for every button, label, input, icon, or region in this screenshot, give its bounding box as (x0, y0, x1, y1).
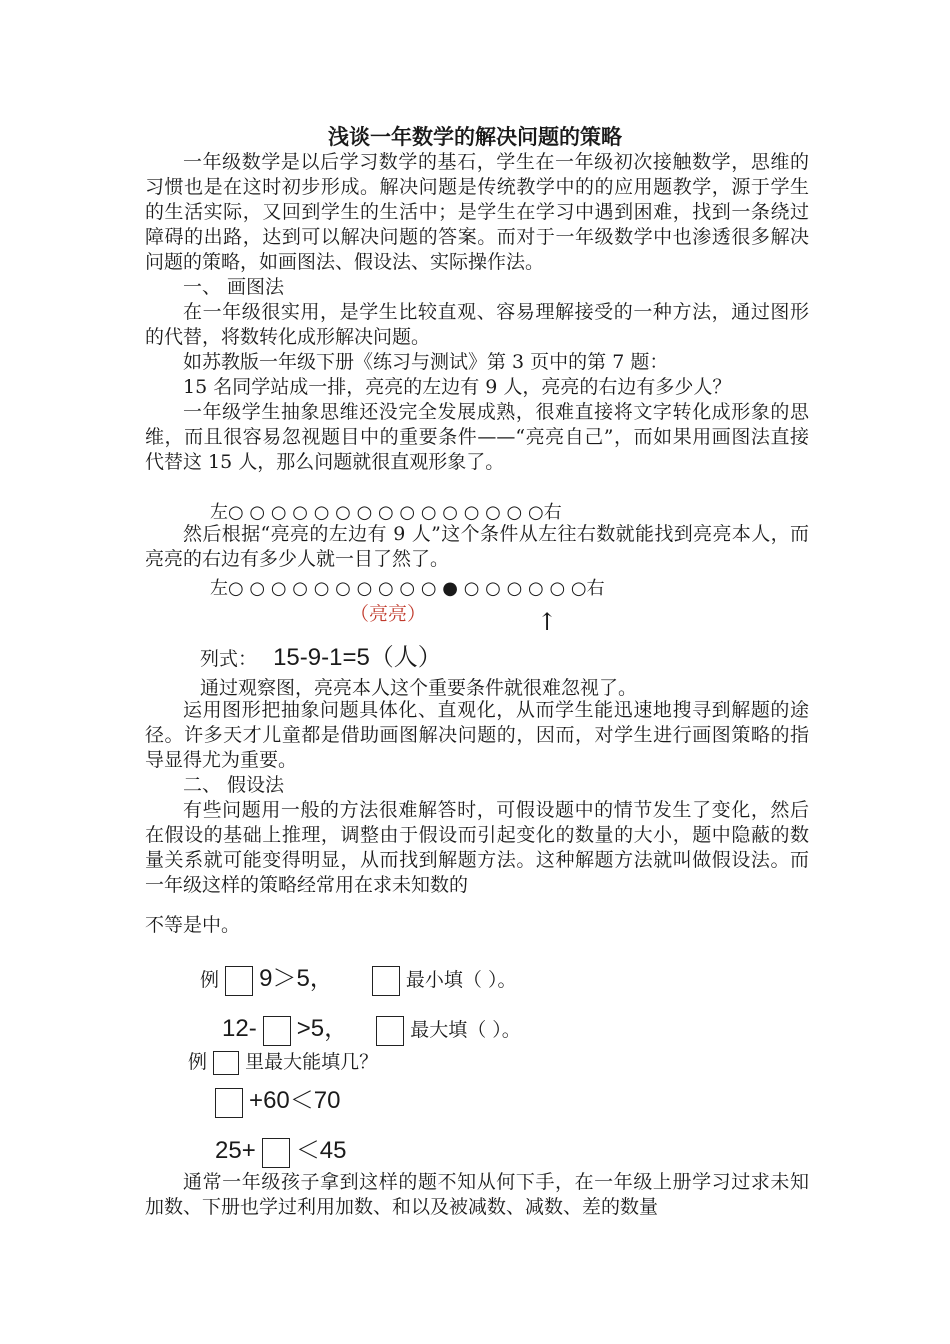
paragraph-intro: 一年级数学是以后学习数学的基石，学生在一年级初次接触数学，思维的习惯也是在这时初步形成。解决问题是传统教学中的的应用题教学，源于学生的生活实际，又回到学生的生活中；是学生在学习中遇到困难，找到一条绕过障碍的出路，达到可以解决问题的答案。而对于一年级数学中也渗透很多解决问题的策略，如画图法、假设法、实际操作法。 (145, 151, 809, 273)
paragraph-assumption-end: 不等是中。 (145, 914, 241, 936)
blank-box (372, 966, 400, 996)
document-body-4 (145, 1170, 809, 1220)
paragraph-problem: 15 名同学站成一排，亮亮的左边有 9 人，亮亮的右边有多少人？ (183, 376, 732, 398)
example-2-expr-a: 12- (222, 1015, 257, 1042)
formula-line (200, 637, 442, 672)
paragraph-count: 然后根据“亮亮的左边有 9 人”这个条件从左往右数就能找到亮亮本人，而亮亮的右边有多少人就一目了然了。 (145, 523, 809, 570)
paragraph-drawing-desc: 在一年级很实用，是学生比较直观、容易理解接受的一种方法，通过图形的代替，将数转化成形解决问题。 (145, 301, 809, 348)
blank-box (213, 1051, 239, 1075)
blank-box (262, 1138, 290, 1168)
paragraph-example-source: 如苏教版一年级下册《练习与测试》第 3 页中的第 7 题： (183, 351, 669, 373)
circle-row-2-right: ○ ○ ○ ○ ○ ○右 (463, 578, 605, 599)
example-3-expr-2b: ＜45 (295, 1137, 347, 1164)
section-heading-drawing: 一、 画图法 (183, 276, 285, 298)
example-3-line-1 (215, 1080, 340, 1118)
paragraph-observe: 通过观察图，亮亮本人这个重要条件就很难忽视了。 (200, 677, 638, 699)
arrow-up-icon: ↑ (537, 608, 558, 636)
formula: 15-9-1=5（人） (273, 644, 442, 671)
paragraph-explain: 一年级学生抽象思维还没完全发展成熟，很难直接将文字转化成形象的思维，而且很容易忽视题目中的重要条件——“亮亮自己”，而如果用画图法直接代替这 15 人，那么问题就很直观形象了。 (145, 401, 809, 473)
example-2-note: 最大填（ ）。 (410, 1019, 521, 1041)
example-3-label: 例 (188, 1051, 208, 1073)
filled-circle-liangliang: ● (442, 578, 459, 599)
example-2-expr-b: >5， (296, 1015, 349, 1042)
document-body-3 (145, 698, 809, 898)
blank-box (376, 1016, 404, 1046)
circle-row-2-left: 左○ ○ ○ ○ ○ ○ ○ ○ ○ ○ (210, 578, 437, 599)
example-3-line-2 (215, 1130, 347, 1168)
paragraph-strategy-summary: 运用图形把抽象问题具体化、直观化，从而学生能迅速地搜寻到解题的途径。许多天才儿童都是借助画图解决问题的，因而，对学生进行画图策略的指导显得尤为重要。 (145, 699, 809, 771)
document-title: 浅谈一年数学的解决问题的策略 (328, 124, 622, 149)
example-1-note: 最小填（ ）。 (405, 969, 517, 991)
example-3-expr-1: +60＜70 (249, 1087, 341, 1114)
circle-row-2 (210, 574, 605, 600)
circle-row-1: 左○ ○ ○ ○ ○ ○ ○ ○ ○ ○ ○ ○ ○ ○ ○右 (210, 502, 562, 523)
example-3-expr-2a: 25+ (215, 1137, 256, 1164)
blank-box (263, 1016, 291, 1046)
document-body-2 (145, 522, 809, 572)
example-1 (200, 958, 516, 996)
paragraph-final: 通常一年级孩子拿到这样的题不知从何下手，在一年级上册学习过求未知加数、下册也学过利用加数、和以及被减数、减数、差的数量 (145, 1171, 809, 1218)
example-1-expr: 9＞5， (259, 965, 334, 992)
blank-box (225, 966, 253, 996)
formula-label: 列式： (200, 648, 258, 670)
example-2 (222, 1008, 521, 1046)
section-heading-assumption: 二、 假设法 (183, 774, 285, 796)
document-body (145, 150, 809, 475)
blank-box (215, 1088, 243, 1118)
liangliang-label: （亮亮） (350, 603, 427, 625)
paragraph-assumption-desc: 有些问题用一般的方法很难解答时，可假设题中的情节发生了变化，然后在假设的基础上推理，调整由于假设而引起变化的数量的大小，题中隐蔽的数量关系就可能变得明显，从而找到解题方法。这种解题方法就叫做假设法。而一年级这样的策略经常用在求未知数的 (145, 799, 809, 896)
example-3-question (188, 1047, 378, 1075)
example-1-label: 例 (200, 969, 220, 991)
example-3-text: 里最大能填几？ (245, 1051, 379, 1073)
